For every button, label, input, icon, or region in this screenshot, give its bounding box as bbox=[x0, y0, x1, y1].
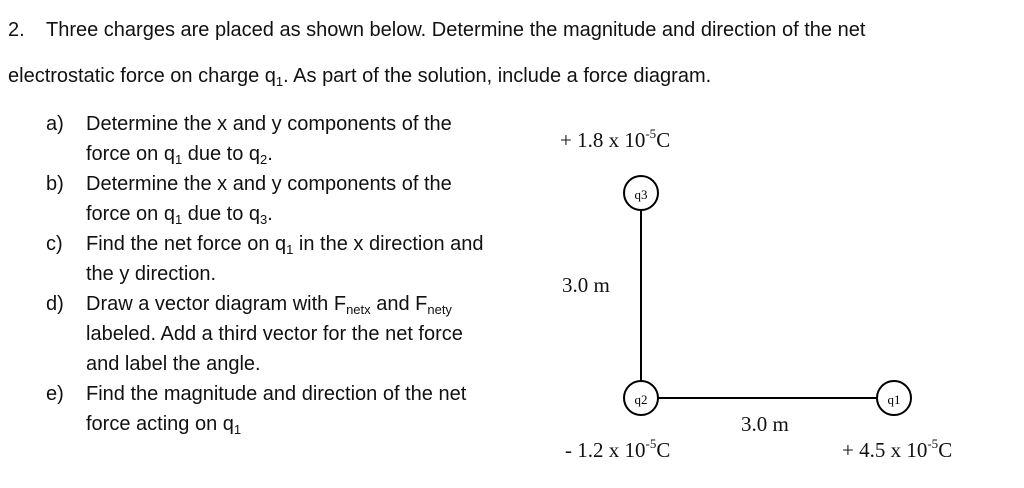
q2-name: q2 bbox=[634, 392, 648, 407]
part-d-label: d) bbox=[46, 293, 64, 315]
horizontal-distance-label: 3.0 m bbox=[741, 412, 789, 436]
q3-value-label bbox=[560, 128, 670, 153]
vertical-distance-label: 3.0 m bbox=[562, 273, 610, 297]
part-e-label: e) bbox=[46, 383, 64, 405]
charge-q3 bbox=[624, 176, 658, 210]
text: and F bbox=[370, 293, 428, 315]
q2-exponent: -5 bbox=[645, 436, 657, 451]
q3-unit: C bbox=[656, 128, 671, 152]
charge-q1 bbox=[877, 381, 911, 415]
subscript: 1 bbox=[275, 74, 284, 89]
text: force on q bbox=[86, 143, 175, 165]
q3-exponent: -5 bbox=[645, 126, 657, 141]
text: Find the net force on q bbox=[86, 233, 287, 255]
text: due to q bbox=[182, 203, 261, 225]
subscript: netx bbox=[346, 302, 371, 317]
q3-value: + 1.8 x 10 bbox=[560, 128, 646, 152]
subscript: 1 bbox=[174, 152, 183, 167]
part-d-line-2: labeled. Add a third vector for the net force bbox=[86, 323, 463, 345]
question-text-line-2-end: . As part of the solution, include a force diagram. bbox=[283, 65, 712, 87]
question-number: 2. bbox=[8, 19, 25, 41]
text: in the x direction and bbox=[293, 233, 484, 255]
part-e-line-1: Find the magnitude and direction of the net bbox=[86, 383, 467, 405]
q2-value: - 1.2 x 10 bbox=[565, 438, 646, 462]
subscript: 1 bbox=[286, 242, 294, 257]
q1-value-label bbox=[842, 438, 952, 463]
subscript: 1 bbox=[233, 422, 242, 437]
text: Draw a vector diagram with F bbox=[86, 293, 347, 315]
text: . bbox=[267, 143, 273, 165]
part-b-line-1: Determine the x and y components of the bbox=[86, 173, 452, 195]
part-a-line-1: Determine the x and y components of the bbox=[86, 113, 452, 135]
question-text-line-1: Three charges are placed as shown below. Determine the magnitude and direction of the net bbox=[46, 19, 866, 41]
charge-q2 bbox=[624, 381, 658, 415]
q1-unit: C bbox=[938, 438, 953, 462]
question-text-line-2: electrostatic force on charge q bbox=[8, 65, 276, 87]
part-a-label: a) bbox=[46, 113, 64, 135]
q1-exponent: -5 bbox=[927, 436, 939, 451]
subscript: 3 bbox=[260, 212, 268, 227]
q2-unit: C bbox=[656, 438, 671, 462]
text: force on q bbox=[86, 203, 175, 225]
q2-value-label bbox=[565, 438, 670, 463]
text: . bbox=[267, 203, 273, 225]
part-c-label: c) bbox=[46, 233, 63, 255]
part-b-label: b) bbox=[46, 173, 64, 195]
text: due to q bbox=[182, 143, 261, 165]
subscript: 2 bbox=[260, 152, 268, 167]
part-c-line-2: the y direction. bbox=[86, 263, 217, 285]
subscript: 1 bbox=[174, 212, 183, 227]
q3-name: q3 bbox=[634, 187, 648, 202]
text: force acting on q bbox=[86, 413, 234, 435]
q1-value: + 4.5 x 10 bbox=[842, 438, 928, 462]
subscript: nety bbox=[427, 302, 452, 317]
part-d-line-3: and label the angle. bbox=[86, 353, 261, 375]
q1-name: q1 bbox=[887, 392, 901, 407]
